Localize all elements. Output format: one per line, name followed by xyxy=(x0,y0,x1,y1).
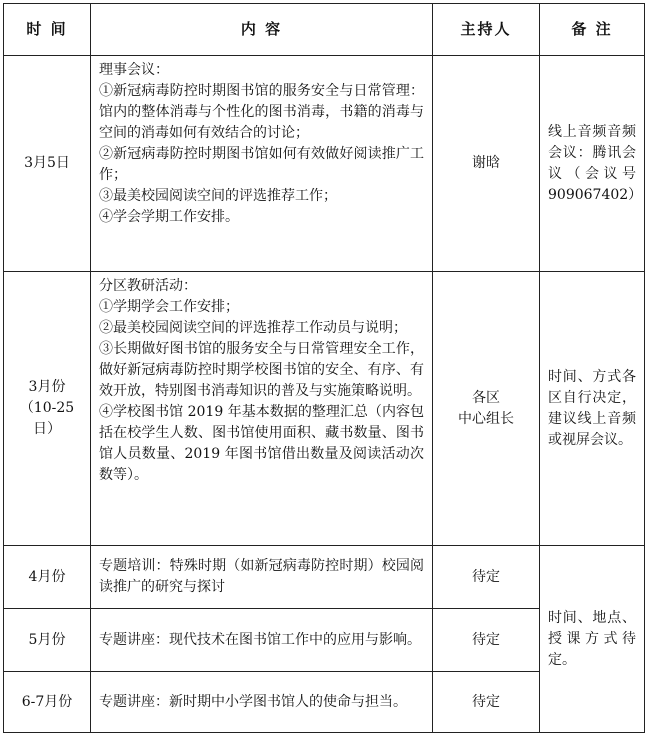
host-name: 谢晗 xyxy=(472,155,500,171)
host-name: 各区 xyxy=(472,389,500,406)
content-line: 专题讲座：新时期中小学图书馆人的使命与担当。 xyxy=(99,693,407,710)
content-line: ③最美校园阅读空间的评选推荐工作； xyxy=(99,188,337,204)
table-row xyxy=(4,546,645,609)
note-cell: 时间、地点、授课方式待定。 xyxy=(540,546,645,733)
host-name: 中心组长 xyxy=(458,410,514,427)
header-note: 备 注 xyxy=(540,4,645,56)
content-line: ④学校图书馆 2019 年基本数据的整理汇总（内容包括在校学生人数、图书馆使用面积、藏书数量、图书馆人员数量、2019 年图书馆借出数量及阅读活动次数等）。 xyxy=(99,404,424,483)
host-name: 待定 xyxy=(472,631,500,648)
content-line: ②最美校园阅读空间的评选推荐工作动员与说明； xyxy=(99,320,407,336)
content-line: 专题讲座：现代技术在图书馆工作中的应用与影响。 xyxy=(99,631,421,648)
table-row xyxy=(4,56,645,272)
header-row xyxy=(4,4,645,56)
content-line: ③长期做好图书馆的服务安全与日常管理安全工作，做好新冠病毒防控时期学校图书馆的安全、有序、有效开放，特别图书消毒知识的普及与实施策略说明。 xyxy=(99,341,424,399)
content-cell xyxy=(91,272,433,546)
note-cell: 时间、方式各区自行决定，建议线上音频或视屏会议。 xyxy=(540,272,645,546)
content-cell xyxy=(91,672,433,733)
host-cell xyxy=(433,609,540,672)
content-cell xyxy=(91,546,433,609)
date-cell: 4月份 xyxy=(4,546,91,609)
header-host: 主持人 xyxy=(433,4,540,56)
content-line: 分区教研活动： xyxy=(99,278,197,294)
header-content: 内 容 xyxy=(91,4,433,56)
content-line: ①新冠病毒防控时期图书馆的服务安全与日常管理：馆内的整体消毒与个性化的图书消毒，书籍的消毒与空间的消毒如何有效结合的讨论； xyxy=(99,83,424,141)
date-cell: 5月份 xyxy=(4,609,91,672)
content-line: 专题培训：特殊时期（如新冠病毒防控时期）校园阅读推广的研究与探讨 xyxy=(99,558,424,595)
date-cell: 3月份（10-25日） xyxy=(4,272,91,546)
host-name: 待定 xyxy=(472,568,500,585)
content-cell xyxy=(91,609,433,672)
date-cell: 3月5日 xyxy=(4,56,91,272)
content-line: ①学期学会工作安排； xyxy=(99,299,239,315)
content-line: ②新冠病毒防控时期图书馆如何有效做好阅读推广工作； xyxy=(99,146,424,183)
host-cell xyxy=(433,272,540,546)
content-line: ④学会学期工作安排。 xyxy=(99,209,239,225)
header-time: 时 间 xyxy=(4,4,91,56)
table-row xyxy=(4,272,645,546)
content-cell xyxy=(91,56,433,272)
date-cell: 6-7月份 xyxy=(4,672,91,733)
host-cell xyxy=(433,672,540,733)
host-name: 待定 xyxy=(472,693,500,710)
content-line: 理事会议： xyxy=(99,62,169,78)
note-cell: 线上音频音频会议：腾讯会议（会议号909067402） xyxy=(540,56,645,272)
host-cell xyxy=(433,546,540,609)
schedule-table xyxy=(3,3,645,733)
host-cell xyxy=(433,56,540,272)
